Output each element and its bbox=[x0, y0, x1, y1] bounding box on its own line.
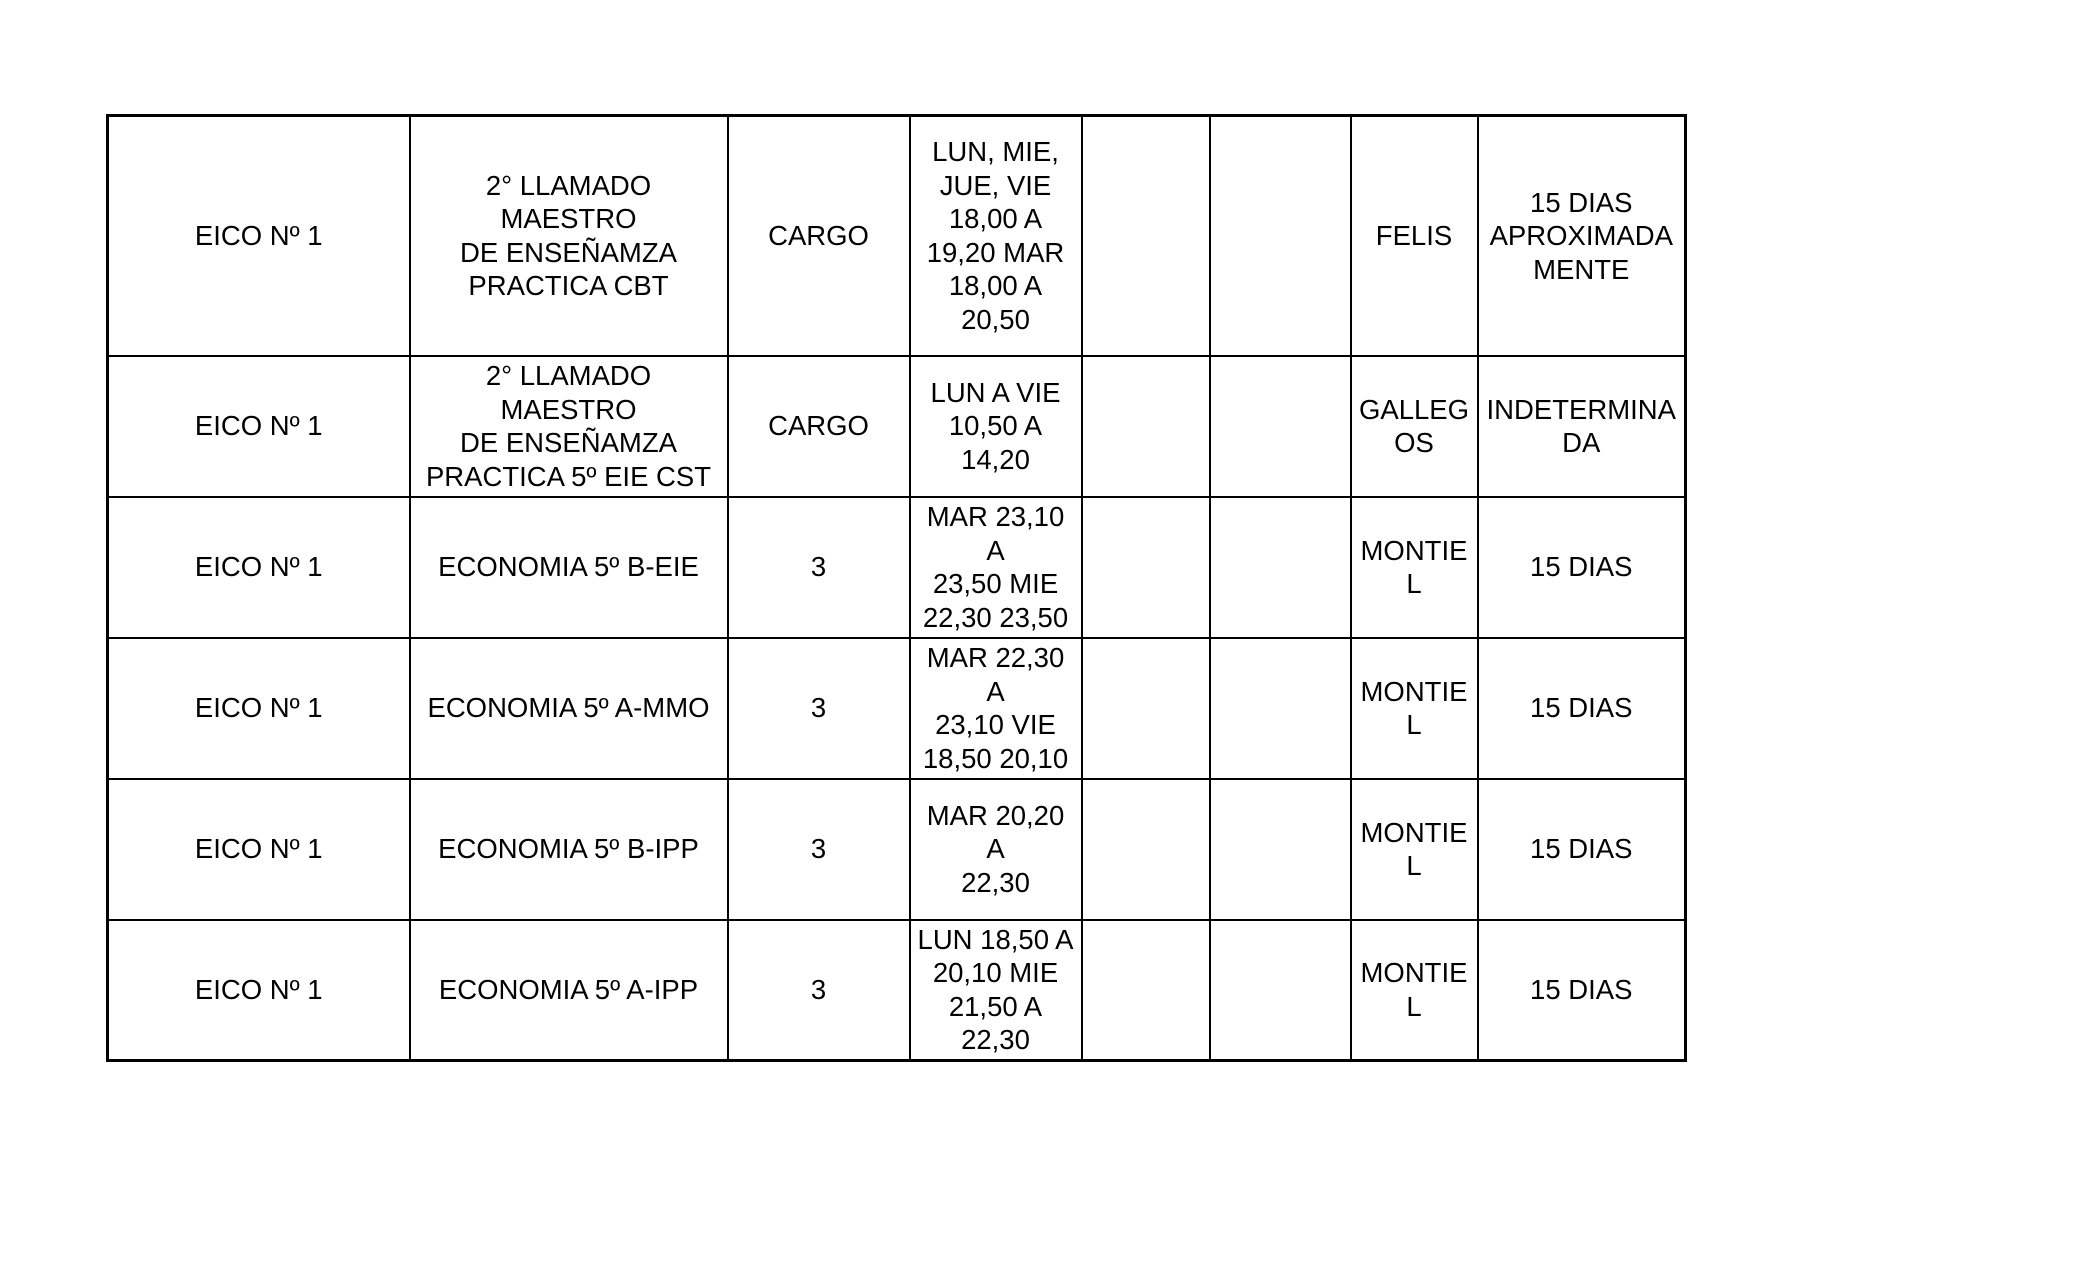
empty-cell bbox=[1082, 356, 1210, 497]
teacher-cell bbox=[1351, 356, 1478, 497]
subject-cell bbox=[410, 116, 728, 356]
schedule-cell bbox=[910, 116, 1082, 356]
table-row bbox=[108, 116, 1686, 356]
empty-cell bbox=[1210, 638, 1351, 779]
school-cell bbox=[108, 356, 410, 497]
cell-text: EICO Nº 1 bbox=[194, 410, 323, 442]
cell-text: MAR 20,20 A 22,30 bbox=[926, 799, 1065, 898]
cell-text: 15 DIAS APROXIMADA MENTE bbox=[1489, 186, 1673, 285]
schedule-cell bbox=[910, 356, 1082, 497]
duration-cell bbox=[1478, 779, 1686, 920]
teacher-cell bbox=[1351, 779, 1478, 920]
schedule-cell bbox=[910, 779, 1082, 920]
empty-cell bbox=[1210, 116, 1351, 356]
schedule-cell bbox=[910, 920, 1082, 1061]
cell-text: 3 bbox=[810, 692, 827, 724]
teacher-cell bbox=[1351, 116, 1478, 356]
schedule-cell bbox=[910, 638, 1082, 779]
table-body bbox=[108, 116, 1686, 1061]
subject-cell bbox=[410, 638, 728, 779]
cell-text: GALLEG OS bbox=[1358, 393, 1470, 458]
duration-cell bbox=[1478, 116, 1686, 356]
cell-text: MONTIE L bbox=[1360, 816, 1468, 881]
empty-cell bbox=[1082, 116, 1210, 356]
school-cell bbox=[108, 920, 410, 1061]
hours-cell bbox=[728, 497, 910, 638]
empty-cell bbox=[1082, 638, 1210, 779]
cell-text: ECONOMIA 5º A-IPP bbox=[438, 974, 699, 1005]
empty-cell bbox=[1210, 497, 1351, 638]
subject-cell bbox=[410, 779, 728, 920]
school-cell bbox=[108, 497, 410, 638]
hours-cell bbox=[728, 356, 910, 497]
empty-cell bbox=[1210, 779, 1351, 920]
cell-text: 15 DIAS bbox=[1530, 833, 1633, 865]
subject-cell bbox=[410, 356, 728, 497]
cell-text: 15 DIAS bbox=[1530, 974, 1633, 1005]
schedule-cell bbox=[910, 497, 1082, 638]
cell-text: INDETERMINA DA bbox=[1486, 393, 1676, 458]
cell-text: CARGO bbox=[768, 220, 869, 251]
cell-text: MAR 22,30 A 23,10 VIE 18,50 20,10 bbox=[922, 642, 1069, 774]
vacancy-table bbox=[106, 114, 1687, 1062]
cell-text: 3 bbox=[810, 833, 827, 865]
empty-cell bbox=[1082, 497, 1210, 638]
table-row bbox=[108, 356, 1686, 497]
cell-text: ECONOMIA 5º B-IPP bbox=[438, 833, 699, 865]
cell-text: LUN A VIE 10,50 A 14,20 bbox=[930, 376, 1061, 475]
hours-cell bbox=[728, 116, 910, 356]
hours-cell bbox=[728, 638, 910, 779]
empty-cell bbox=[1082, 920, 1210, 1061]
cell-text: EICO Nº 1 bbox=[194, 833, 323, 865]
empty-cell bbox=[1082, 779, 1210, 920]
cell-text: FELIS bbox=[1375, 220, 1453, 251]
empty-cell bbox=[1210, 356, 1351, 497]
subject-cell bbox=[410, 920, 728, 1061]
cell-text: 3 bbox=[810, 974, 827, 1005]
duration-cell bbox=[1478, 638, 1686, 779]
cell-text: 2° LLAMADO MAESTRO DE ENSEÑAMZA PRACTICA 5º EIE CST bbox=[425, 360, 712, 492]
cell-text: EICO Nº 1 bbox=[194, 692, 323, 724]
teacher-cell bbox=[1351, 497, 1478, 638]
cell-text: 15 DIAS bbox=[1530, 692, 1633, 724]
cell-text: CARGO bbox=[768, 410, 869, 442]
school-cell bbox=[108, 779, 410, 920]
hours-cell bbox=[728, 920, 910, 1061]
cell-text: MONTIE L bbox=[1360, 957, 1468, 1022]
cell-text: LUN, MIE, JUE, VIE 18,00 A 19,20 MAR 18,00 A 20,50 bbox=[926, 136, 1065, 335]
cell-text: ECONOMIA 5º A-MMO bbox=[427, 692, 710, 724]
cell-text: MONTIE L bbox=[1360, 534, 1468, 599]
cell-text: EICO Nº 1 bbox=[194, 220, 323, 251]
subject-cell bbox=[410, 497, 728, 638]
table-row bbox=[108, 920, 1686, 1061]
teacher-cell bbox=[1351, 920, 1478, 1061]
table-row bbox=[108, 779, 1686, 920]
duration-cell bbox=[1478, 356, 1686, 497]
duration-cell bbox=[1478, 497, 1686, 638]
cell-text: MAR 23,10 A 23,50 MIE 22,30 23,50 bbox=[922, 501, 1069, 633]
cell-text: LUN 18,50 A 20,10 MIE 21,50 A 22,30 bbox=[917, 923, 1074, 1056]
school-cell bbox=[108, 638, 410, 779]
cell-text: 2° LLAMADO MAESTRO DE ENSEÑAMZA PRACTICA CBT bbox=[460, 169, 677, 302]
duration-cell bbox=[1478, 920, 1686, 1061]
cell-text: EICO Nº 1 bbox=[194, 551, 323, 583]
hours-cell bbox=[728, 779, 910, 920]
table-row bbox=[108, 638, 1686, 779]
cell-text: 15 DIAS bbox=[1530, 551, 1633, 583]
table-row bbox=[108, 497, 1686, 638]
cell-text: ECONOMIA 5º B-EIE bbox=[438, 551, 699, 583]
teacher-cell bbox=[1351, 638, 1478, 779]
school-cell bbox=[108, 116, 410, 356]
cell-text: EICO Nº 1 bbox=[194, 974, 323, 1005]
cell-text: MONTIE L bbox=[1360, 675, 1468, 740]
cell-text: 3 bbox=[810, 551, 827, 583]
empty-cell bbox=[1210, 920, 1351, 1061]
